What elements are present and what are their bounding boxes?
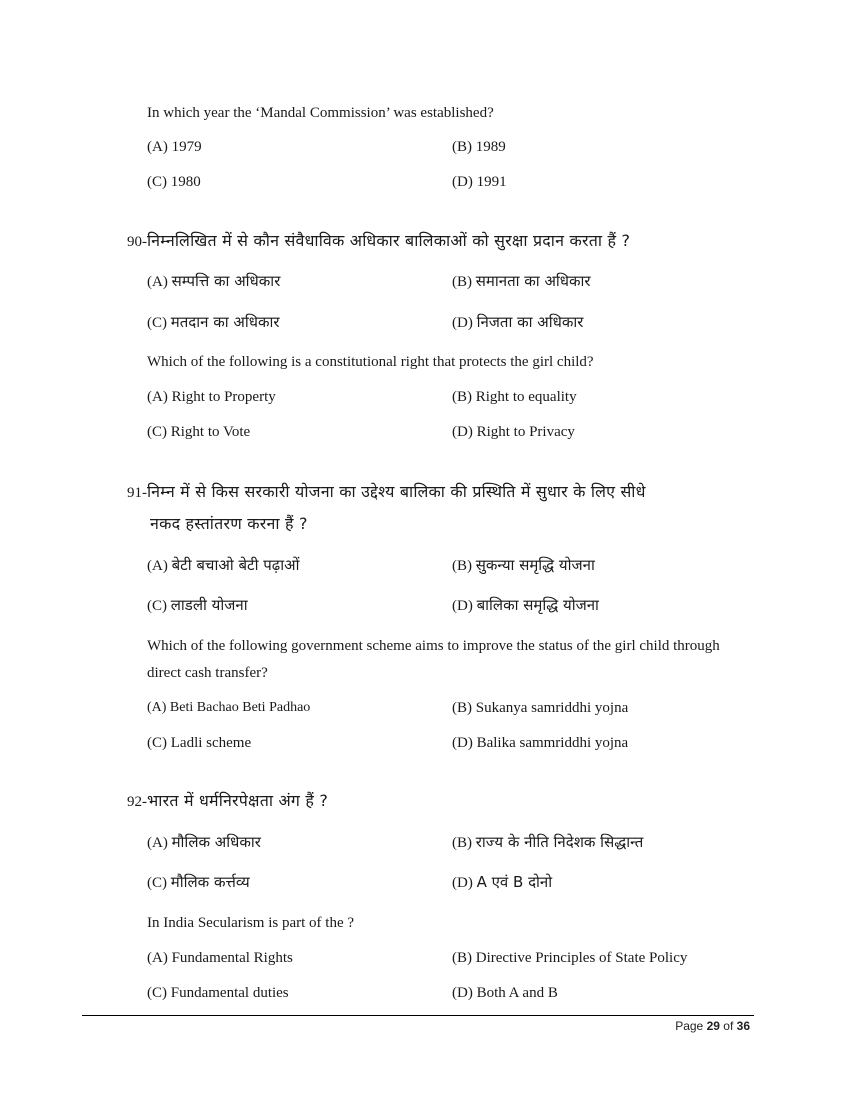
- option-text: मतदान का अधिकार: [170, 313, 280, 331]
- q91-hindi-option-a: [147, 555, 299, 576]
- option-text: बेटी बचाओ बेटी पढ़ाओं: [171, 556, 300, 574]
- option-label: (B): [452, 558, 472, 574]
- q92-hindi-option-c: [147, 872, 250, 893]
- q92-hindi-option-a: [147, 832, 261, 853]
- q91-hindi-text-line2: नकद हस्तांतरण करना हैं ?: [150, 514, 308, 533]
- q90-option-d: (D) Right to Privacy: [452, 424, 575, 440]
- option-text: सुकन्या समृद्धि योजना: [475, 556, 595, 574]
- q92-option-a: (A) Fundamental Rights: [147, 950, 293, 966]
- option-text: मौलिक कर्त्तव्य: [170, 873, 250, 891]
- q91-hindi-question-line1: [127, 482, 646, 503]
- q90-option-b: (B) Right to equality: [452, 389, 577, 405]
- q90-hindi-option-a: [147, 271, 280, 292]
- q90-option-c: (C) Right to Vote: [147, 424, 251, 440]
- total-pages: 36: [736, 1019, 750, 1033]
- option-text: समानता का अधिकार: [475, 272, 591, 290]
- q91-hindi-option-b: [452, 555, 595, 576]
- option-label: (D): [452, 315, 473, 331]
- q92-hindi-text: भारत में धर्मनिरपेक्षता अंग हैं ?: [147, 791, 329, 810]
- q90-english-text: Which of the following is a constitutional right that protects the girl child?: [147, 354, 594, 370]
- q92-option-b: (B) Directive Principles of State Policy: [452, 950, 688, 966]
- option-label: (B): [452, 274, 472, 290]
- q92-option-c: (C) Fundamental duties: [147, 985, 289, 1001]
- option-text: A एवं B दोनो: [476, 873, 553, 891]
- option-text: मौलिक अधिकार: [171, 833, 261, 851]
- q89-option-d: (D) 1991: [452, 174, 507, 190]
- q92-english-text: In India Secularism is part of the ?: [147, 915, 355, 931]
- option-text: राज्य के नीति निदेशक सिद्धान्त: [475, 833, 644, 851]
- option-text: बालिका समृद्धि योजना: [476, 596, 599, 614]
- q91-hindi-option-c: [147, 595, 248, 616]
- q90-hindi-option-d: [452, 312, 583, 333]
- of-word: of: [723, 1019, 734, 1033]
- q92-number: 92-: [127, 794, 147, 810]
- q90-hindi-option-c: [147, 312, 280, 333]
- current-page: 29: [706, 1019, 720, 1033]
- q92-hindi-question: [127, 791, 328, 812]
- option-label: (C): [147, 598, 167, 614]
- option-label: (B): [452, 835, 472, 851]
- q90-hindi-question: [127, 231, 630, 252]
- q89-option-a: (A) 1979: [147, 139, 202, 155]
- q89-english-text: In which year the ‘Mandal Commission’ was established?: [147, 105, 494, 121]
- q91-option-d: (D) Balika sammriddhi yojna: [452, 735, 629, 751]
- q92-hindi-option-d: [452, 872, 552, 893]
- option-text: निजता का अधिकार: [476, 313, 584, 331]
- option-text: सम्पत्ति का अधिकार: [171, 272, 281, 290]
- q91-option-c: (C) Ladli scheme: [147, 735, 252, 751]
- option-label: (C): [147, 875, 167, 891]
- option-text: लाडली योजना: [170, 596, 248, 614]
- q92-option-d: (D) Both A and B: [452, 985, 558, 1001]
- q90-hindi-option-b: [452, 271, 591, 292]
- q91-hindi-option-d: [452, 595, 599, 616]
- q91-hindi-text-line1: निम्न में से किस सरकारी योजना का उद्देश्य बालिका की प्रस्थिति में सुधार के लिए सीधे: [147, 482, 646, 501]
- q92-hindi-option-b: [452, 832, 643, 853]
- page-word: Page: [675, 1019, 704, 1033]
- q90-hindi-text: निम्नलिखित में से कौन संवैधाविक अधिकार बालिकाओं को सुरक्षा प्रदान करता हैं ?: [147, 231, 631, 250]
- q91-english-text-line2: direct cash transfer?: [147, 665, 268, 681]
- page-number: [675, 1019, 750, 1033]
- q90-number: 90-: [127, 234, 147, 250]
- option-label: (C): [147, 315, 167, 331]
- q91-option-a: (A) Beti Bachao Beti Padhao: [147, 700, 311, 715]
- q90-option-a: (A) Right to Property: [147, 389, 276, 405]
- option-label: (D): [452, 598, 473, 614]
- option-label: (A): [147, 274, 168, 290]
- q91-english-text-line1: Which of the following government scheme aims to improve the status of the girl child through: [147, 638, 720, 654]
- option-label: (A): [147, 835, 168, 851]
- option-label: (A): [147, 558, 168, 574]
- q91-hindi-question-line2: [150, 514, 308, 535]
- q91-option-b: (B) Sukanya samriddhi yojna: [452, 700, 629, 716]
- option-label: (D): [452, 875, 473, 891]
- footer-divider: [82, 1015, 754, 1016]
- q89-option-b: (B) 1989: [452, 139, 506, 155]
- q91-number: 91-: [127, 485, 147, 501]
- q89-option-c: (C) 1980: [147, 174, 201, 190]
